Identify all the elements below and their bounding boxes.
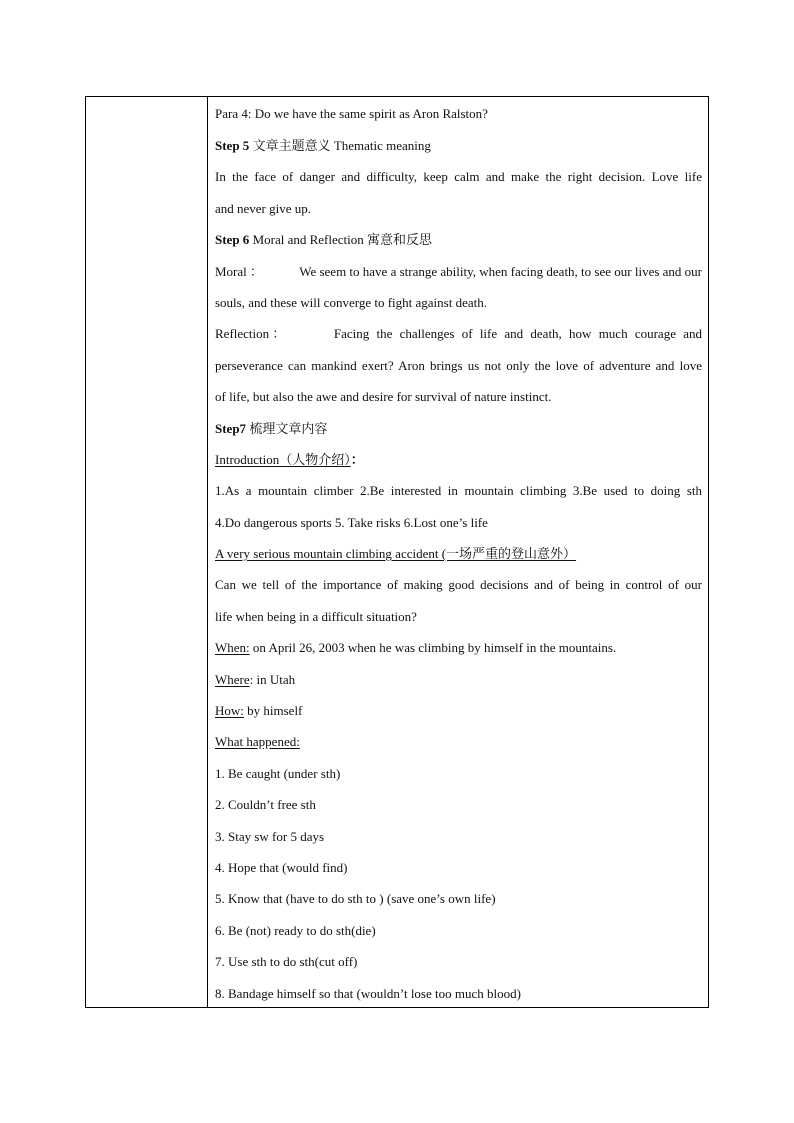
list-item: 7. Use sth to do sth(cut off) bbox=[215, 954, 358, 969]
list-item: 1. Be caught (under sth) bbox=[215, 766, 341, 781]
thematic-line-2: and never give up. bbox=[215, 201, 312, 216]
reflection-line-3: of life, but also the awe and desire for survival of nature instinct. bbox=[215, 389, 552, 404]
accident-heading: A very serious mountain climbing accident (一场严重的登山意外） bbox=[215, 546, 577, 561]
thematic-line-1: In the face of danger and difficulty, keep calm and make the right decision. Love life bbox=[215, 169, 702, 184]
where-line bbox=[215, 672, 702, 688]
where-text: : in Utah bbox=[249, 672, 296, 687]
how-text: by himself bbox=[243, 703, 303, 718]
introduction-heading bbox=[215, 452, 702, 468]
para4-question: Para 4: Do we have the same spirit as Aron Ralston? bbox=[215, 106, 488, 121]
moral-text-1: We seem to have a strange ability, when facing death, to see our lives and our bbox=[299, 264, 702, 279]
accident-line-2: life when being in a difficult situation? bbox=[215, 609, 417, 624]
how-label: How: bbox=[215, 703, 244, 718]
when-line bbox=[215, 640, 702, 656]
step5-label: Step 5 bbox=[215, 138, 250, 153]
when-label: When: bbox=[215, 640, 250, 655]
list-item: 2. Couldn’t free sth bbox=[215, 797, 316, 812]
reflection-text-1: Facing the challenges of life and death, how much courage and bbox=[333, 326, 702, 341]
how-line bbox=[215, 703, 702, 719]
introduction-line-2: 4.Do dangerous sports 5. Take risks 6.Lost one’s life bbox=[215, 515, 488, 530]
step7-heading bbox=[215, 421, 702, 437]
when-text: on April 26, 2003 when he was climbing by himself in the mountains. bbox=[249, 640, 617, 655]
accident-line-1: Can we tell of the importance of making good decisions and of being in control of our bbox=[215, 577, 702, 592]
moral-label: Moral ： bbox=[215, 264, 264, 279]
reflection-line-1 bbox=[215, 326, 702, 342]
list-item: 3. Stay sw for 5 days bbox=[215, 829, 325, 844]
reflection-label: Reflection ： bbox=[215, 326, 286, 341]
introduction-line-1: 1.As a mountain climber 2.Be interested in mountain climbing 3.Be used to doing sth bbox=[215, 483, 702, 498]
where-label: Where bbox=[215, 672, 250, 687]
step5-title: 文章主题意义 Thematic meaning bbox=[249, 138, 431, 153]
list-item: 6. Be (not) ready to do sth(die) bbox=[215, 923, 376, 938]
list-item: 5. Know that (have to do sth to ) (save one’s own life) bbox=[215, 891, 496, 906]
what-happened-heading: What happened: bbox=[215, 734, 300, 749]
column-divider bbox=[207, 97, 208, 1007]
introduction-title: Introduction（人物介绍） bbox=[215, 452, 351, 467]
step6-title: Moral and Reflection 寓意和反思 bbox=[249, 232, 432, 247]
list-item: 4. Hope that (would find) bbox=[215, 860, 348, 875]
step7-title: 梳理文章内容 bbox=[246, 421, 328, 436]
list-item: 8. Bandage himself so that (wouldn’t lose too much blood) bbox=[215, 986, 521, 1001]
reflection-line-2: perseverance can mankind exert? Aron brings us not only the love of adventure and love bbox=[215, 358, 702, 373]
step6-heading bbox=[215, 232, 702, 248]
step6-label: Step 6 bbox=[215, 232, 250, 247]
moral-line-2: souls, and these will converge to fight against death. bbox=[215, 295, 487, 310]
step7-label: Step7 bbox=[215, 421, 247, 436]
lesson-table bbox=[85, 96, 709, 1008]
step5-heading bbox=[215, 138, 702, 154]
moral-line-1 bbox=[215, 264, 702, 280]
introduction-colon: ： bbox=[350, 452, 364, 467]
